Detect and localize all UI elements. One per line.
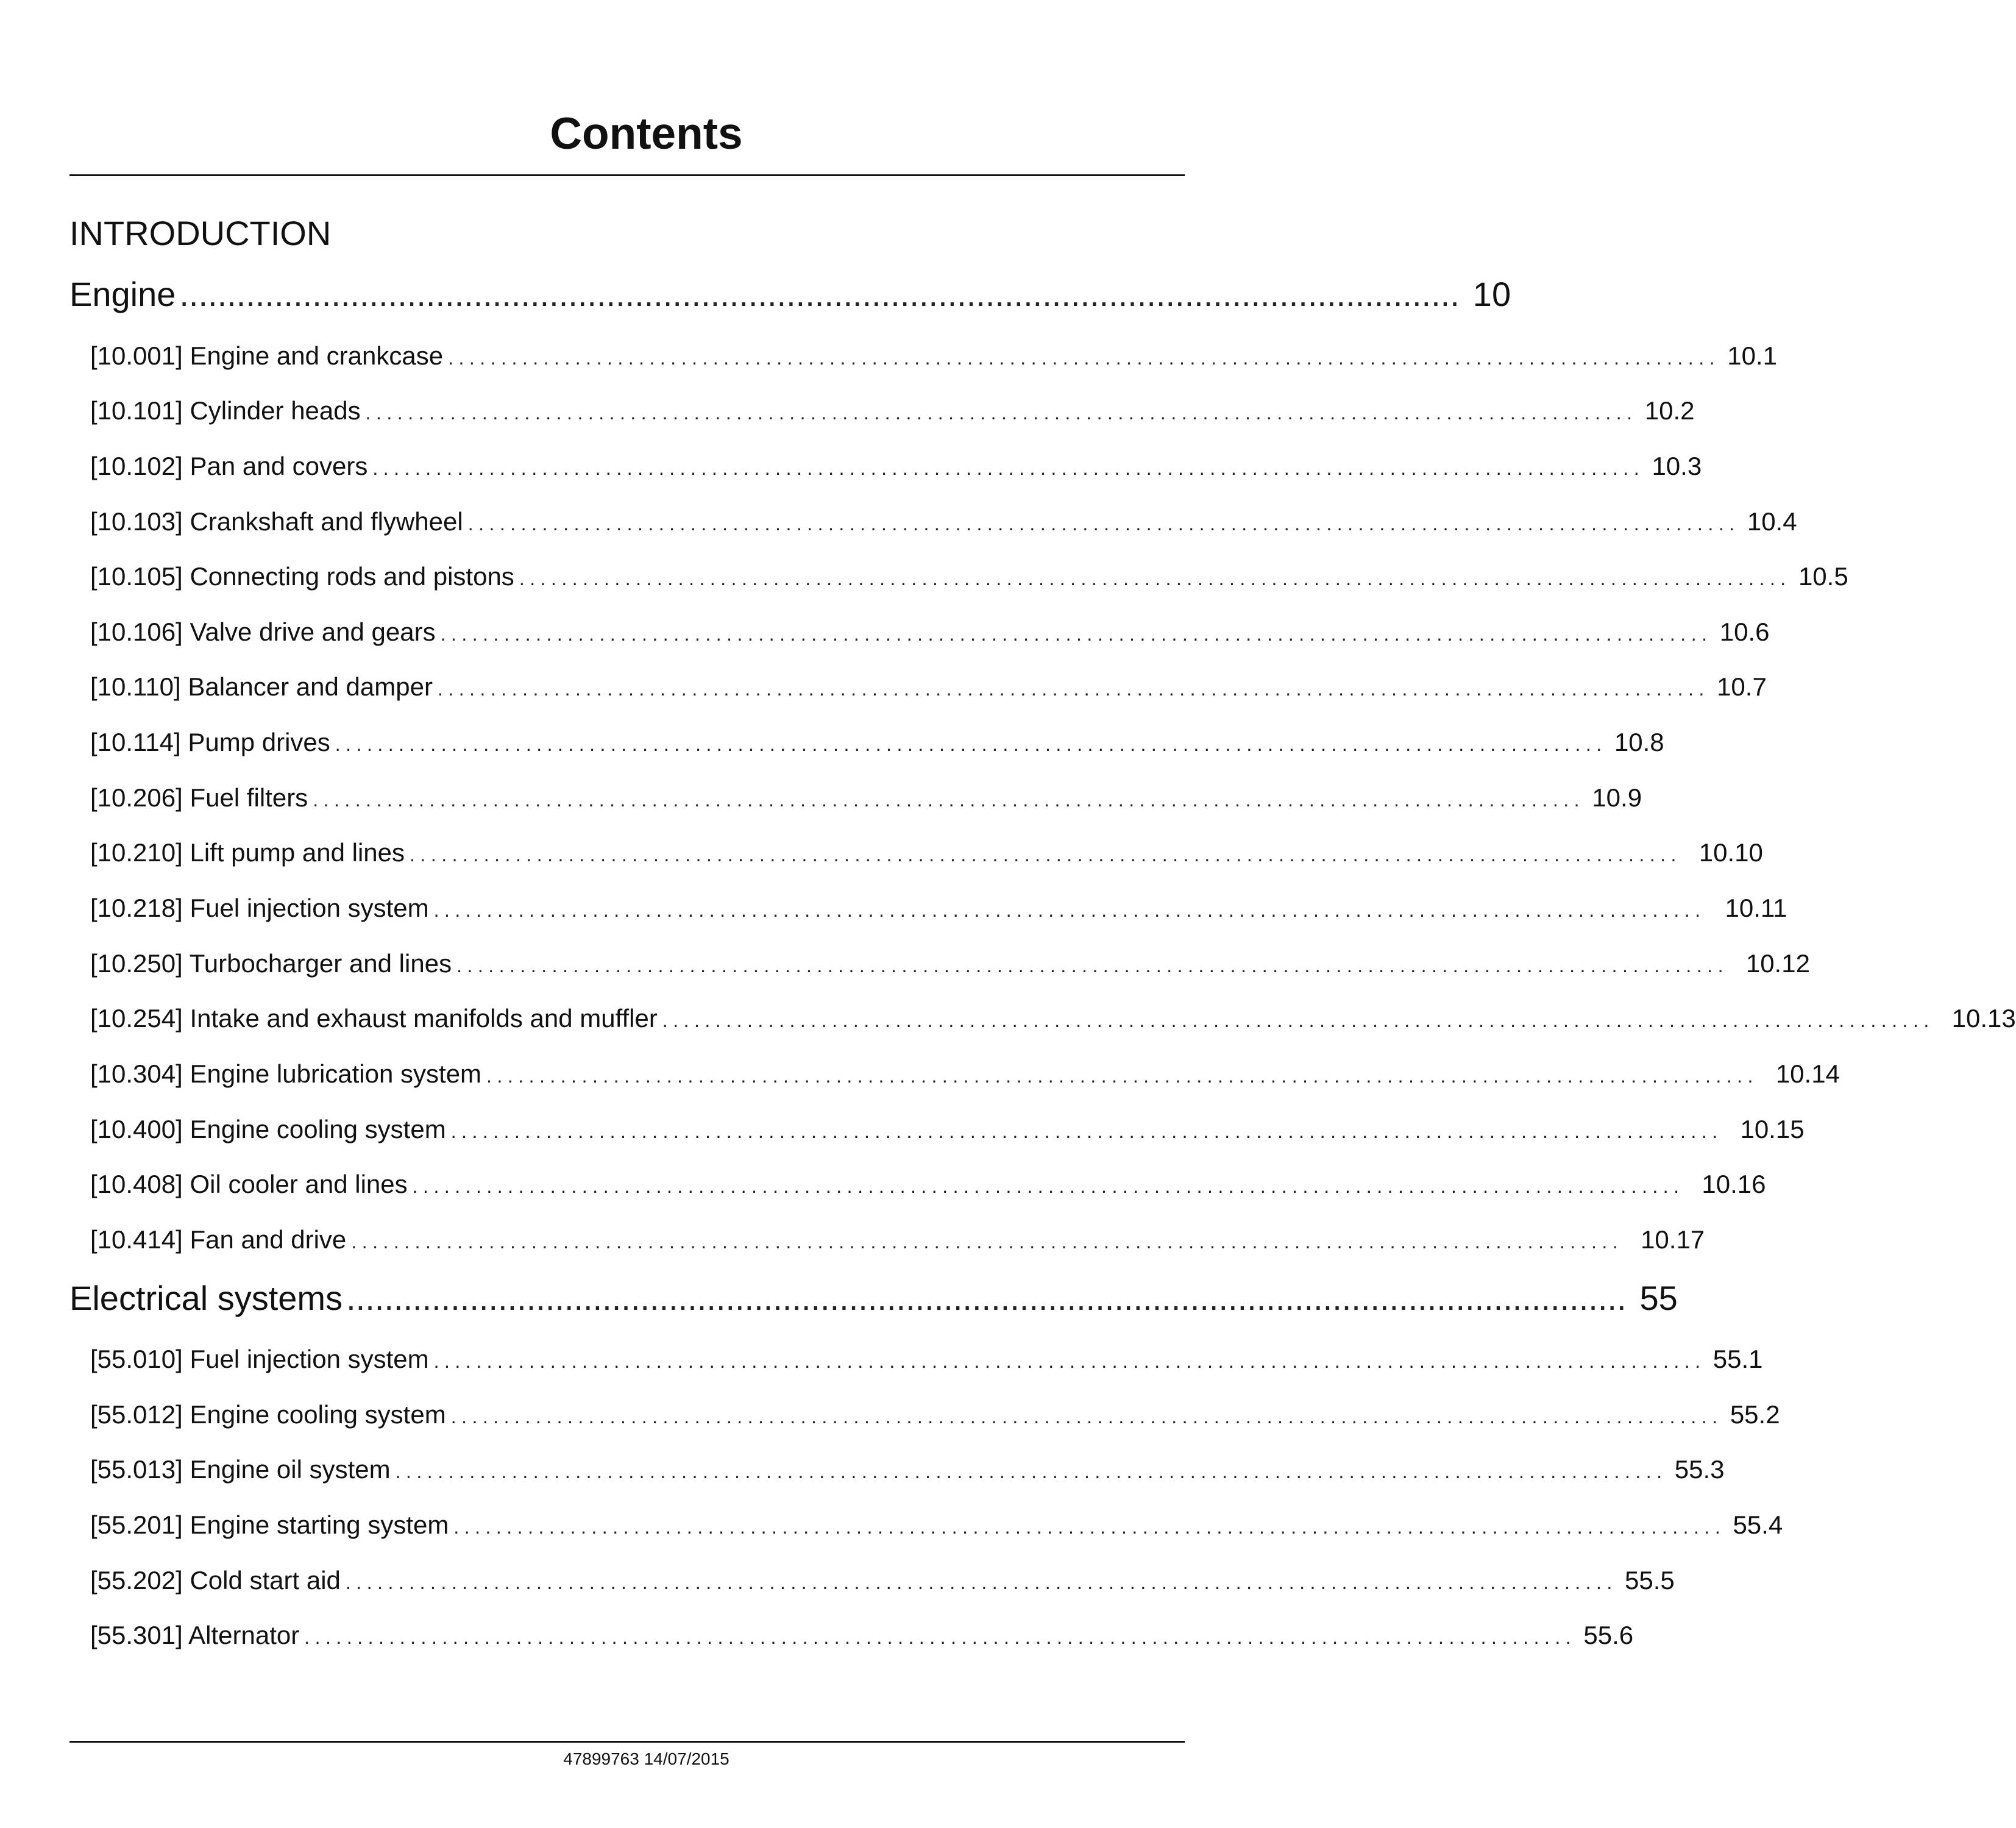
section-page-number: 55.4 xyxy=(1733,1510,1783,1539)
section-row[interactable] xyxy=(90,615,1770,651)
section-label: [10.304] Engine lubrication system xyxy=(90,1059,482,1088)
section-label: [10.114] Pump drives xyxy=(90,728,330,756)
section-label: [10.250] Turbocharger and lines xyxy=(90,949,452,978)
dot-leader: ........................................................................................................................ xyxy=(519,567,1791,589)
section-page-number: 10.3 xyxy=(1652,452,1702,480)
dot-leader: ........................................................................................................................ xyxy=(433,1350,1706,1372)
dot-leader: ........................................................................................................................ xyxy=(365,402,1638,424)
footer-doc-id-date: 47899763 14/07/2015 xyxy=(563,1749,729,1768)
page-title: Contents xyxy=(550,109,743,158)
dot-leader: ........................................................................................................................ xyxy=(410,844,1681,866)
section-page-number: 10.13 xyxy=(1951,1004,2016,1033)
section-page-number: 10.15 xyxy=(1740,1115,1805,1143)
section-page-number: 10.5 xyxy=(1798,562,1848,591)
section-label: [10.106] Valve drive and gears xyxy=(90,617,436,646)
section-page-number: 10.9 xyxy=(1592,783,1642,812)
section-page-number: 55.3 xyxy=(1674,1455,1725,1484)
section-page-number: 10.8 xyxy=(1614,728,1664,756)
section-page-number: 10.1 xyxy=(1727,341,1777,370)
section-label: [55.202] Cold start aid xyxy=(90,1566,341,1595)
section-page-number: 10.14 xyxy=(1775,1059,1840,1088)
section-label: [10.218] Fuel injection system xyxy=(90,894,429,922)
dot-leader: ........................................................................................................................ xyxy=(395,1460,1667,1482)
section-row[interactable] xyxy=(90,1563,1675,1599)
section-row[interactable] xyxy=(90,1342,1763,1378)
section-row[interactable] xyxy=(90,394,1695,430)
dot-leader: ........................................................................................................................ xyxy=(662,1009,1934,1031)
section-label: [55.010] Fuel injection system xyxy=(90,1345,429,1373)
dot-leader: ........................................................................................................................ xyxy=(448,347,1720,369)
section-row[interactable] xyxy=(90,560,1848,596)
section-page-number: 10.6 xyxy=(1719,617,1770,646)
chapter-page-number: 55 xyxy=(1639,1279,1678,1317)
section-label: [10.414] Fan and drive xyxy=(90,1225,347,1254)
section-row[interactable] xyxy=(90,725,1664,761)
section-row[interactable] xyxy=(90,1508,1783,1544)
section-label: [10.400] Engine cooling system xyxy=(90,1115,446,1143)
section-row[interactable] xyxy=(90,1112,1805,1148)
section-page-number: 55.6 xyxy=(1583,1621,1634,1649)
dot-leader: ........................................................................................................................ xyxy=(486,1065,1758,1087)
chapter-row[interactable] xyxy=(69,273,1511,316)
dot-leader: ........................................................................................................................ xyxy=(456,955,1728,976)
dot-leader: ....................................................................................................................................... xyxy=(346,1279,1627,1317)
intro-heading: INTRODUCTION xyxy=(69,214,332,252)
section-row[interactable] xyxy=(90,947,1810,983)
section-label: [55.201] Engine starting system xyxy=(90,1510,449,1539)
dot-leader: ........................................................................................................................ xyxy=(372,457,1645,479)
section-label: [10.254] Intake and exhaust manifolds and muffler xyxy=(90,1004,658,1033)
section-row[interactable] xyxy=(90,505,1797,541)
dot-leader: ........................................................................................................................ xyxy=(313,789,1585,811)
dot-leader: ........................................................................................................................ xyxy=(351,1231,1624,1253)
section-row[interactable] xyxy=(90,1618,1634,1654)
dot-leader: ........................................................................................................................ xyxy=(440,623,1713,645)
section-page-number: 10.7 xyxy=(1717,672,1767,701)
section-label: [10.101] Cylinder heads xyxy=(90,396,361,425)
section-row[interactable] xyxy=(90,1398,1780,1434)
section-row[interactable] xyxy=(90,781,1642,817)
section-label: [10.408] Oil cooler and lines xyxy=(90,1170,408,1198)
section-label: [55.012] Engine cooling system xyxy=(90,1400,446,1429)
section-label: [10.102] Pan and covers xyxy=(90,452,368,480)
dot-leader: ........................................................................................................................ xyxy=(450,1120,1723,1142)
dot-leader: ........................................................................................................................ xyxy=(412,1175,1684,1197)
section-label: [10.001] Engine and crankcase xyxy=(90,341,444,370)
chapter-label: Electrical systems xyxy=(69,1279,343,1317)
dot-leader: ....................................................................................................................................... xyxy=(179,275,1460,313)
section-row[interactable] xyxy=(90,1223,1705,1259)
dot-leader: ........................................................................................................................ xyxy=(453,1516,1726,1538)
dot-leader: ........................................................................................................................ xyxy=(433,899,1706,921)
section-page-number: 55.2 xyxy=(1730,1400,1780,1429)
section-page-number: 10.17 xyxy=(1641,1225,1705,1254)
dot-leader: ........................................................................................................................ xyxy=(345,1571,1617,1593)
section-page-number: 10.4 xyxy=(1747,507,1797,536)
section-row[interactable] xyxy=(90,836,1763,872)
section-label: [10.110] Balancer and damper xyxy=(90,672,433,701)
section-label: [10.103] Crankshaft and flywheel xyxy=(90,507,463,536)
section-row[interactable] xyxy=(90,670,1767,706)
section-page-number: 10.2 xyxy=(1644,396,1695,425)
section-label: [10.206] Fuel filters xyxy=(90,783,308,812)
section-row[interactable] xyxy=(90,449,1702,485)
section-row[interactable] xyxy=(90,891,1787,927)
section-label: [55.301] Alternator xyxy=(90,1621,300,1649)
section-page-number: 10.11 xyxy=(1725,894,1787,922)
section-label: [10.210] Lift pump and lines xyxy=(90,838,405,867)
section-page-number: 10.16 xyxy=(1702,1170,1766,1198)
dot-leader: ........................................................................................................................ xyxy=(467,513,1740,535)
chapter-row[interactable] xyxy=(69,1277,1678,1320)
dot-leader: ........................................................................................................................ xyxy=(304,1626,1577,1648)
section-row[interactable] xyxy=(90,1453,1725,1488)
section-row[interactable] xyxy=(90,1167,1766,1203)
section-label: [55.013] Engine oil system xyxy=(90,1455,391,1484)
section-row[interactable] xyxy=(90,1057,1840,1093)
section-label: [10.105] Connecting rods and pistons xyxy=(90,562,514,591)
title-rule xyxy=(69,174,1185,176)
section-page-number: 55.5 xyxy=(1625,1566,1675,1595)
footer-rule xyxy=(69,1741,1185,1743)
chapter-page-number: 10 xyxy=(1472,275,1511,313)
section-page-number: 10.12 xyxy=(1745,949,1810,978)
section-page-number: 55.1 xyxy=(1713,1345,1763,1373)
section-row[interactable] xyxy=(90,1001,2016,1037)
section-page-number: 10.10 xyxy=(1698,838,1763,867)
section-row[interactable] xyxy=(90,339,1777,375)
dot-leader: ........................................................................................................................ xyxy=(450,1406,1723,1428)
dot-leader: ........................................................................................................................ xyxy=(335,733,1607,755)
chapter-label: Engine xyxy=(69,275,176,313)
dot-leader: ........................................................................................................................ xyxy=(437,678,1709,700)
